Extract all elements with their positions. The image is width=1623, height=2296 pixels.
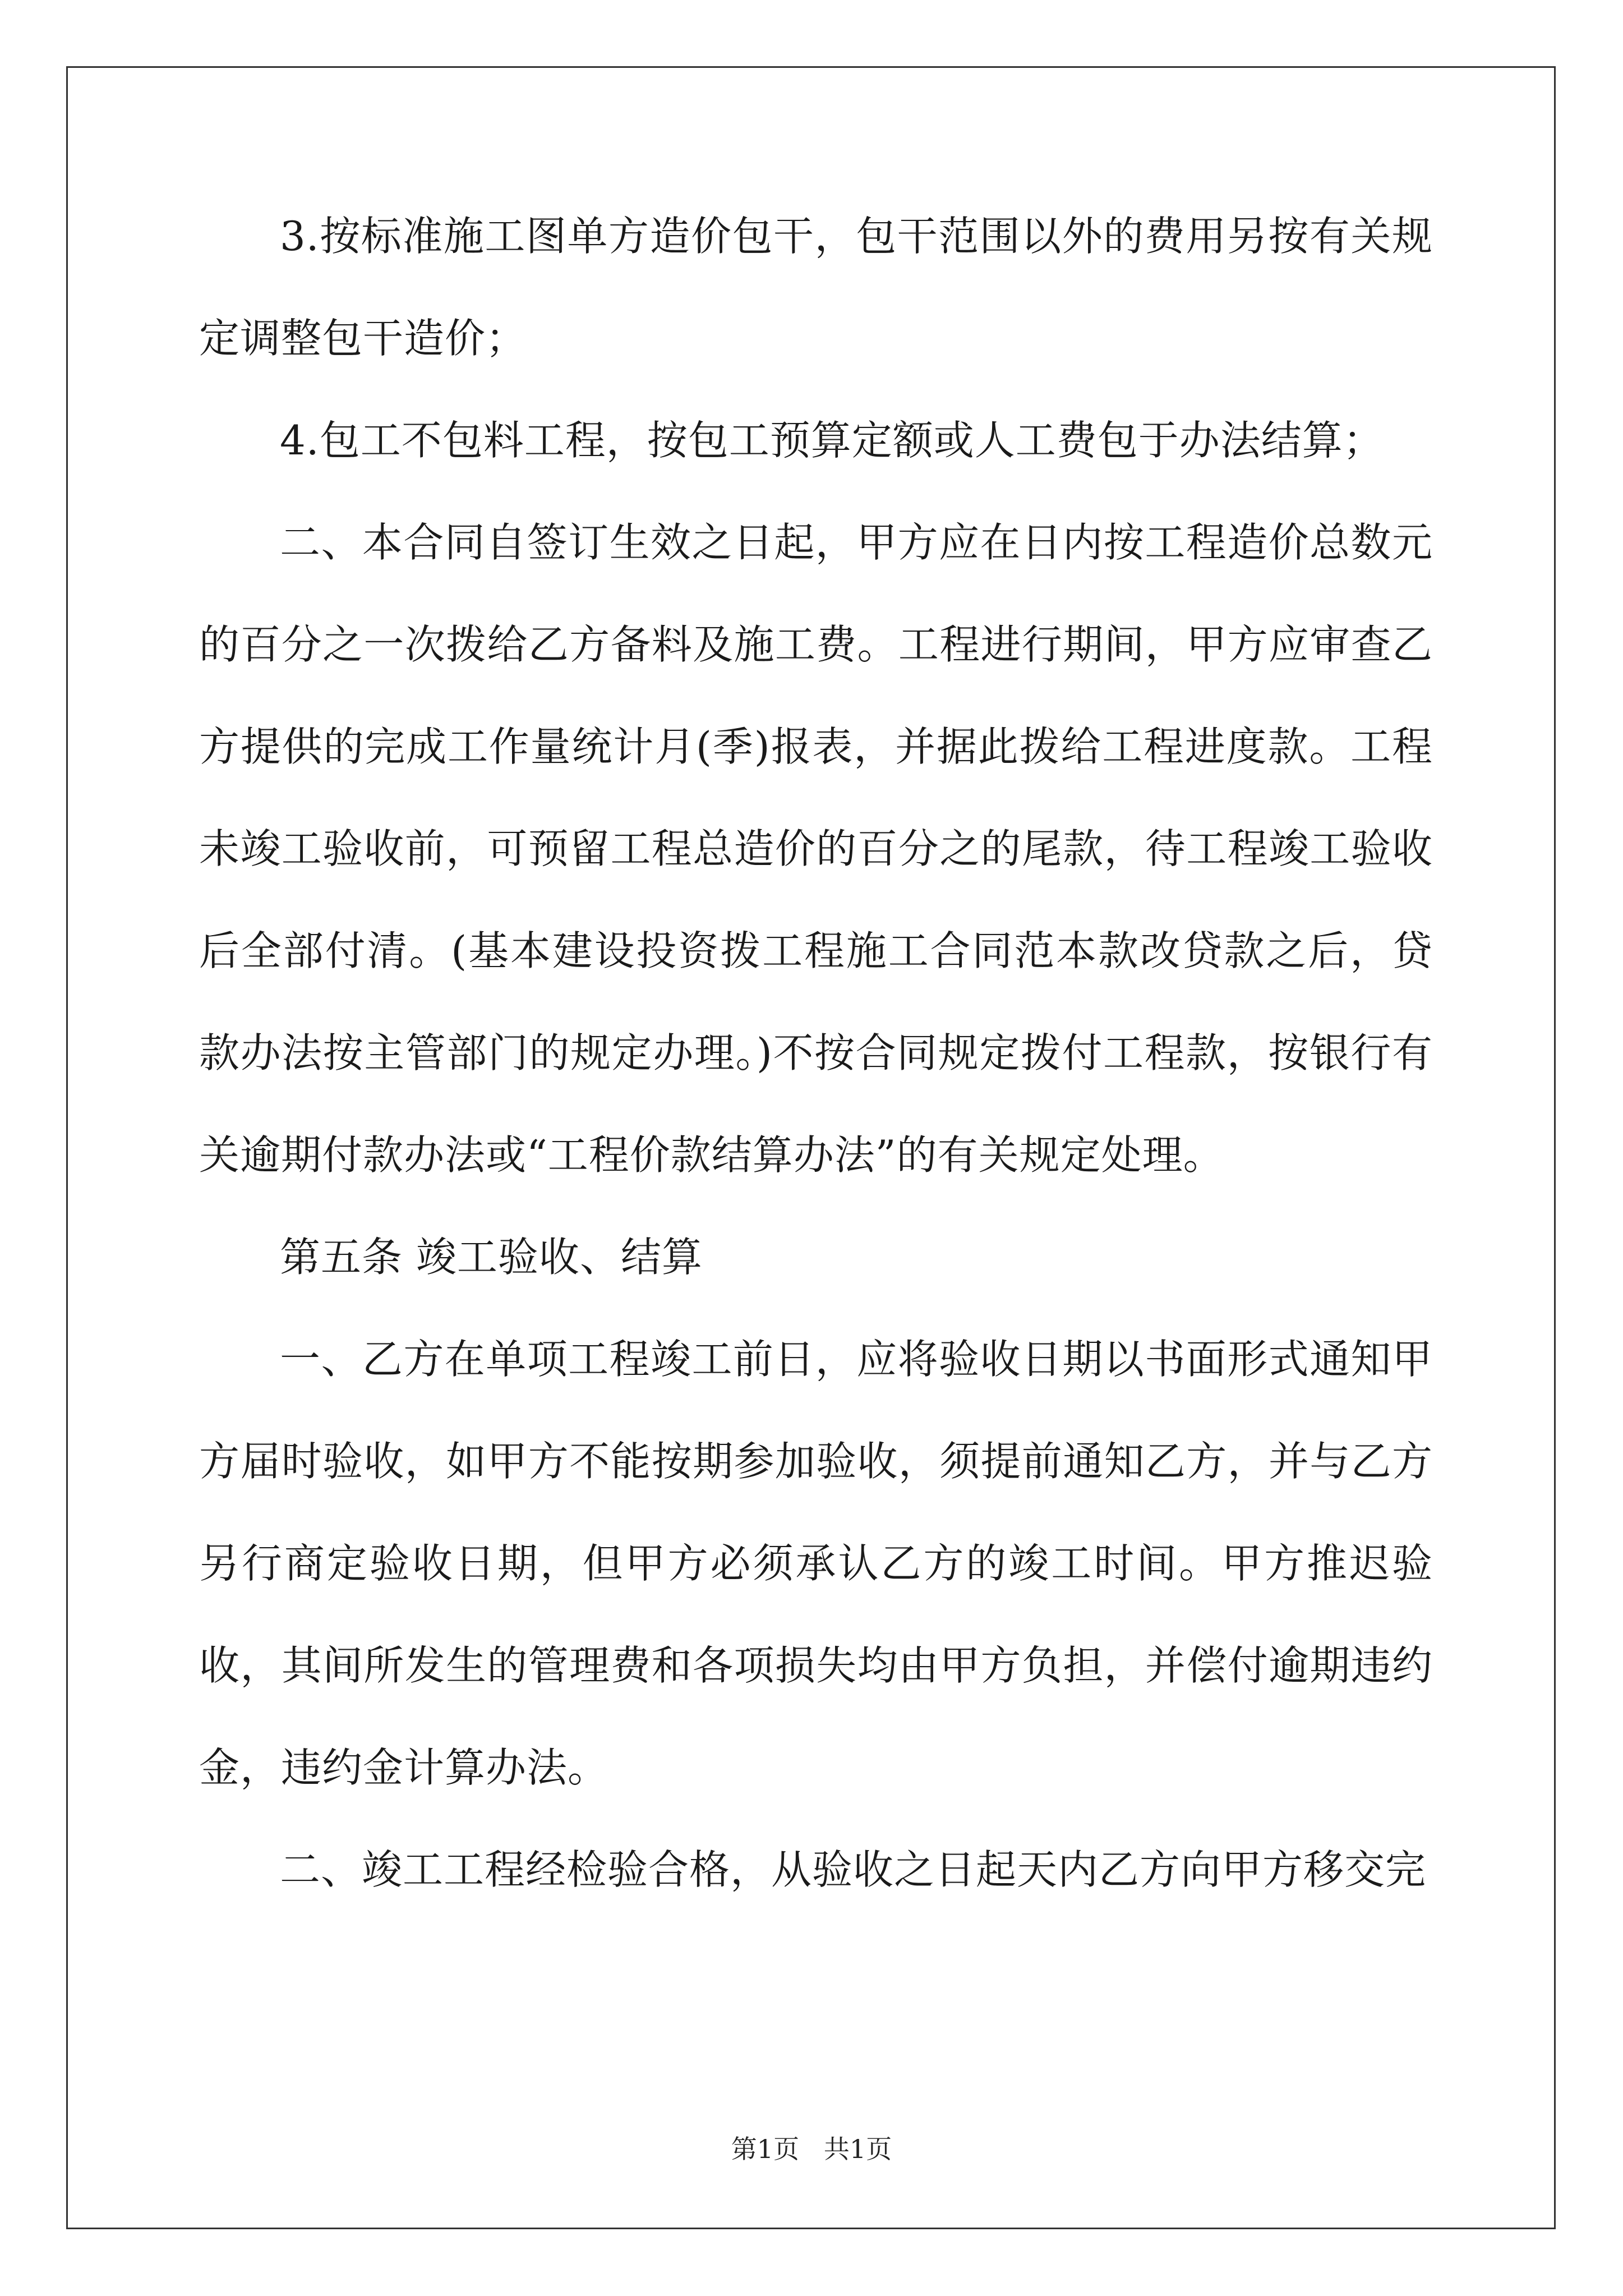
page-footer: 第1页 共1页 <box>731 2134 892 2164</box>
paragraph-handover: 二、竣工工程经检验合格，从验收之日起天内乙方向甲方移交完 <box>280 1846 1427 1893</box>
paragraph-clause-3: 3.按标准施工图单方造价包干，包干范围以外的费用另按有关规定调整包干造价； <box>199 213 1433 362</box>
section-heading-article-5: 第五条 竣工验收、结算 <box>280 1234 703 1281</box>
paragraph-clause-4: 4.包工不包料工程，按包工预算定额或人工费包于办法结算； <box>280 417 1384 464</box>
paragraph-acceptance-notice: 一、乙方在单项工程竣工前日，应将验收日期以书面形式通知甲方届时验收，如甲方不能按期参加验收，须提前通知乙方，并与乙方另行商定验收日期，但甲方必须承认乙方的竣工时间。甲方推迟验收，其间所发生的管理费和各项损失均由甲方负担，并偿付逾期违约金，违约金计算办法。 <box>199 1336 1433 1791</box>
paragraph-payment-terms: 二、本合同自签订生效之日起，甲方应在日内按工程造价总数元的百分之一次拨给乙方备料及施工费。工程进行期间，甲方应审查乙方提供的完成工作量统计月(季)报表，并据此拨给工程进度款。工程未竣工验收前，可预留工程总造价的百分之的尾款，待工程竣工验收后全部付清。(基本建设投资拨工程施工合同范本款改贷款之后，贷款办法按主管部门的规定办理。)不按合同规定拨付工程款，按银行有关逾期付款办法或“工程价款结算办法”的有关规定处理。 <box>199 519 1433 1179</box>
document-body <box>199 185 1433 1921</box>
